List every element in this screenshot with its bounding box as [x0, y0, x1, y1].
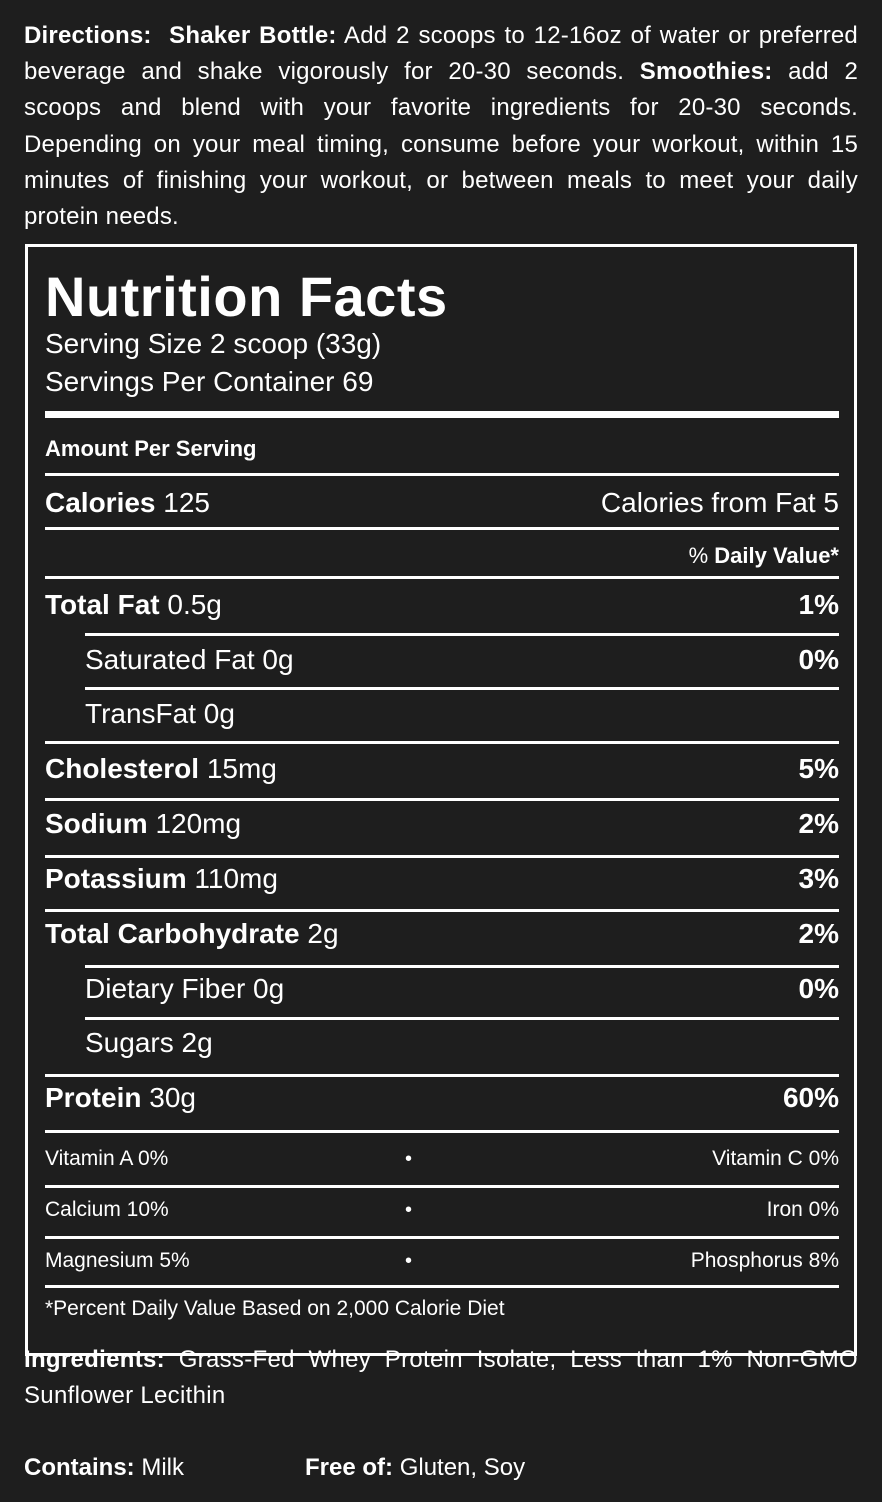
- nutrient-amount: 30g: [149, 1082, 196, 1113]
- nutrient-row: [85, 969, 839, 1009]
- bullet-separator: •: [405, 1249, 413, 1272]
- divider: [45, 798, 839, 801]
- nutrient-name-amount: [45, 589, 222, 621]
- vitamin-left: Magnesium 5%: [45, 1249, 190, 1272]
- nutrient-daily-value: 60%: [782, 1082, 839, 1113]
- nutrient-row: [45, 585, 839, 625]
- nutrient-name-amount: [45, 1082, 196, 1114]
- nutrient-row: [85, 694, 839, 734]
- nutrient-name: Sugars 2g: [85, 1027, 213, 1058]
- divider: [85, 1017, 839, 1020]
- divider: [85, 687, 839, 690]
- daily-value-header: [45, 536, 839, 576]
- calories-value: 125: [163, 487, 210, 518]
- ingredients-text: [24, 1342, 858, 1414]
- vitamin-right: Phosphorus 8%: [690, 1249, 839, 1272]
- vitamin-left: Vitamin A 0%: [45, 1147, 169, 1170]
- nutrient-name: Total Fat: [45, 589, 160, 620]
- divider: [45, 909, 839, 912]
- divider: [45, 855, 839, 858]
- bullet-separator: •: [405, 1198, 413, 1221]
- nutrient-amount: 120mg: [155, 808, 242, 839]
- nutrient-row: [45, 1078, 839, 1118]
- nutrient-daily-value: 3%: [798, 863, 839, 894]
- nutrient-daily-value: 0%: [798, 644, 839, 675]
- smoothies-text: add 2 scoops and blend with your favorite ingredients for 20-30 seconds. Depending on your meal timing, consume before your workout, within 15 minutes of finishing your workout, or between meals to meet your daily protein needs.: [24, 58, 858, 231]
- daily-value-label: Daily Value*: [714, 543, 839, 568]
- nutrition-facts-panel: [25, 244, 857, 1356]
- divider: [45, 576, 839, 579]
- nutrient-name: Total Carbohydrate: [45, 918, 300, 949]
- contains-label: Contains:: [24, 1454, 135, 1481]
- divider: [45, 741, 839, 744]
- dv-percent-sign: %: [688, 543, 709, 568]
- nutrient-name: TransFat 0g: [85, 698, 235, 729]
- nutrient-name-amount: [85, 698, 235, 730]
- nutrient-daily-value: 1%: [798, 589, 839, 620]
- divider: [45, 1185, 839, 1188]
- nutrient-name: Cholesterol: [45, 753, 200, 784]
- nutrient-name: Saturated Fat 0g: [85, 644, 294, 675]
- calories-label: Calories: [45, 487, 156, 518]
- divider: [85, 965, 839, 968]
- nutrient-name-amount: [85, 644, 294, 676]
- nutrient-row: [45, 749, 839, 789]
- nutrient-daily-value: 2%: [798, 808, 839, 839]
- nutrient-name: Dietary Fiber 0g: [85, 973, 285, 1004]
- free-of-value: Gluten, Soy: [399, 1454, 526, 1481]
- nutrient-amount: 0.5g: [167, 589, 222, 620]
- contains-value: Milk: [141, 1454, 184, 1481]
- directions-text: [24, 18, 858, 235]
- nutrient-row: [45, 859, 839, 899]
- divider-thick: [45, 1130, 839, 1133]
- nutrient-name-amount: [45, 918, 339, 950]
- ingredients-label: Ingredients:: [24, 1346, 165, 1373]
- directions-label: Directions:: [24, 22, 152, 49]
- vitamin-left: Calcium 10%: [45, 1198, 169, 1221]
- nutrient-name-amount: [45, 863, 278, 895]
- nutrient-daily-value: 5%: [798, 753, 839, 784]
- nutrient-amount: 15mg: [206, 753, 277, 784]
- divider: [45, 1236, 839, 1239]
- vitamin-right: Vitamin C 0%: [712, 1147, 839, 1170]
- serving-info: [45, 325, 381, 401]
- nutrient-name: Potassium: [45, 863, 187, 894]
- daily-value-footnote: *Percent Daily Value Based on 2,000 Calorie Diet: [45, 1297, 505, 1320]
- nutrient-name-amount: [85, 1027, 213, 1059]
- bullet-separator: •: [405, 1147, 413, 1170]
- serving-size: Serving Size 2 scoop (33g): [45, 328, 382, 359]
- nutrient-row: [85, 1023, 839, 1063]
- nutrient-daily-value: 0%: [798, 973, 839, 1004]
- nutrient-name-amount: [85, 973, 284, 1005]
- calories-from-fat: Calories from Fat 5: [600, 487, 839, 518]
- divider: [45, 1285, 839, 1288]
- nutrient-daily-value: 2%: [798, 918, 839, 949]
- contains-text: [24, 1450, 184, 1486]
- nutrient-name: Sodium: [45, 808, 148, 839]
- shaker-bottle-text: Add 2 scoops to 12-16oz of water or preferred beverage and shake vigorously for 20-30 seconds.: [24, 22, 858, 86]
- ingredients-value: Grass-Fed Whey Protein Isolate, Less than 1% Non-GMO Sunflower Lecithin: [24, 1346, 858, 1409]
- free-of-text: [305, 1450, 525, 1486]
- nutrient-amount: 110mg: [194, 863, 278, 894]
- nutrient-row: [45, 804, 839, 844]
- nutrient-amount: 2g: [307, 918, 339, 949]
- nutrient-name: Protein: [45, 1082, 142, 1113]
- nutrient-name-amount: [45, 808, 241, 840]
- divider: [85, 633, 839, 636]
- nutrient-name-amount: [45, 753, 277, 785]
- nutrition-facts-title: Nutrition Facts: [45, 265, 448, 328]
- divider: [45, 527, 839, 530]
- nutrient-row: [85, 640, 839, 680]
- divider: [45, 1074, 839, 1077]
- calories-row: [45, 483, 839, 523]
- shaker-bottle-label: Shaker Bottle:: [169, 22, 337, 49]
- amount-per-serving-label: Amount Per Serving: [45, 436, 257, 461]
- vitamin-right: Iron 0%: [766, 1198, 839, 1221]
- free-of-label: Free of:: [305, 1454, 394, 1481]
- divider: [45, 473, 839, 476]
- nutrient-row: [45, 914, 839, 954]
- servings-per-container: Servings Per Container 69: [45, 366, 374, 397]
- amount-per-serving-row: [45, 429, 839, 469]
- divider-thick: [45, 411, 839, 418]
- smoothies-label: Smoothies:: [639, 58, 773, 86]
